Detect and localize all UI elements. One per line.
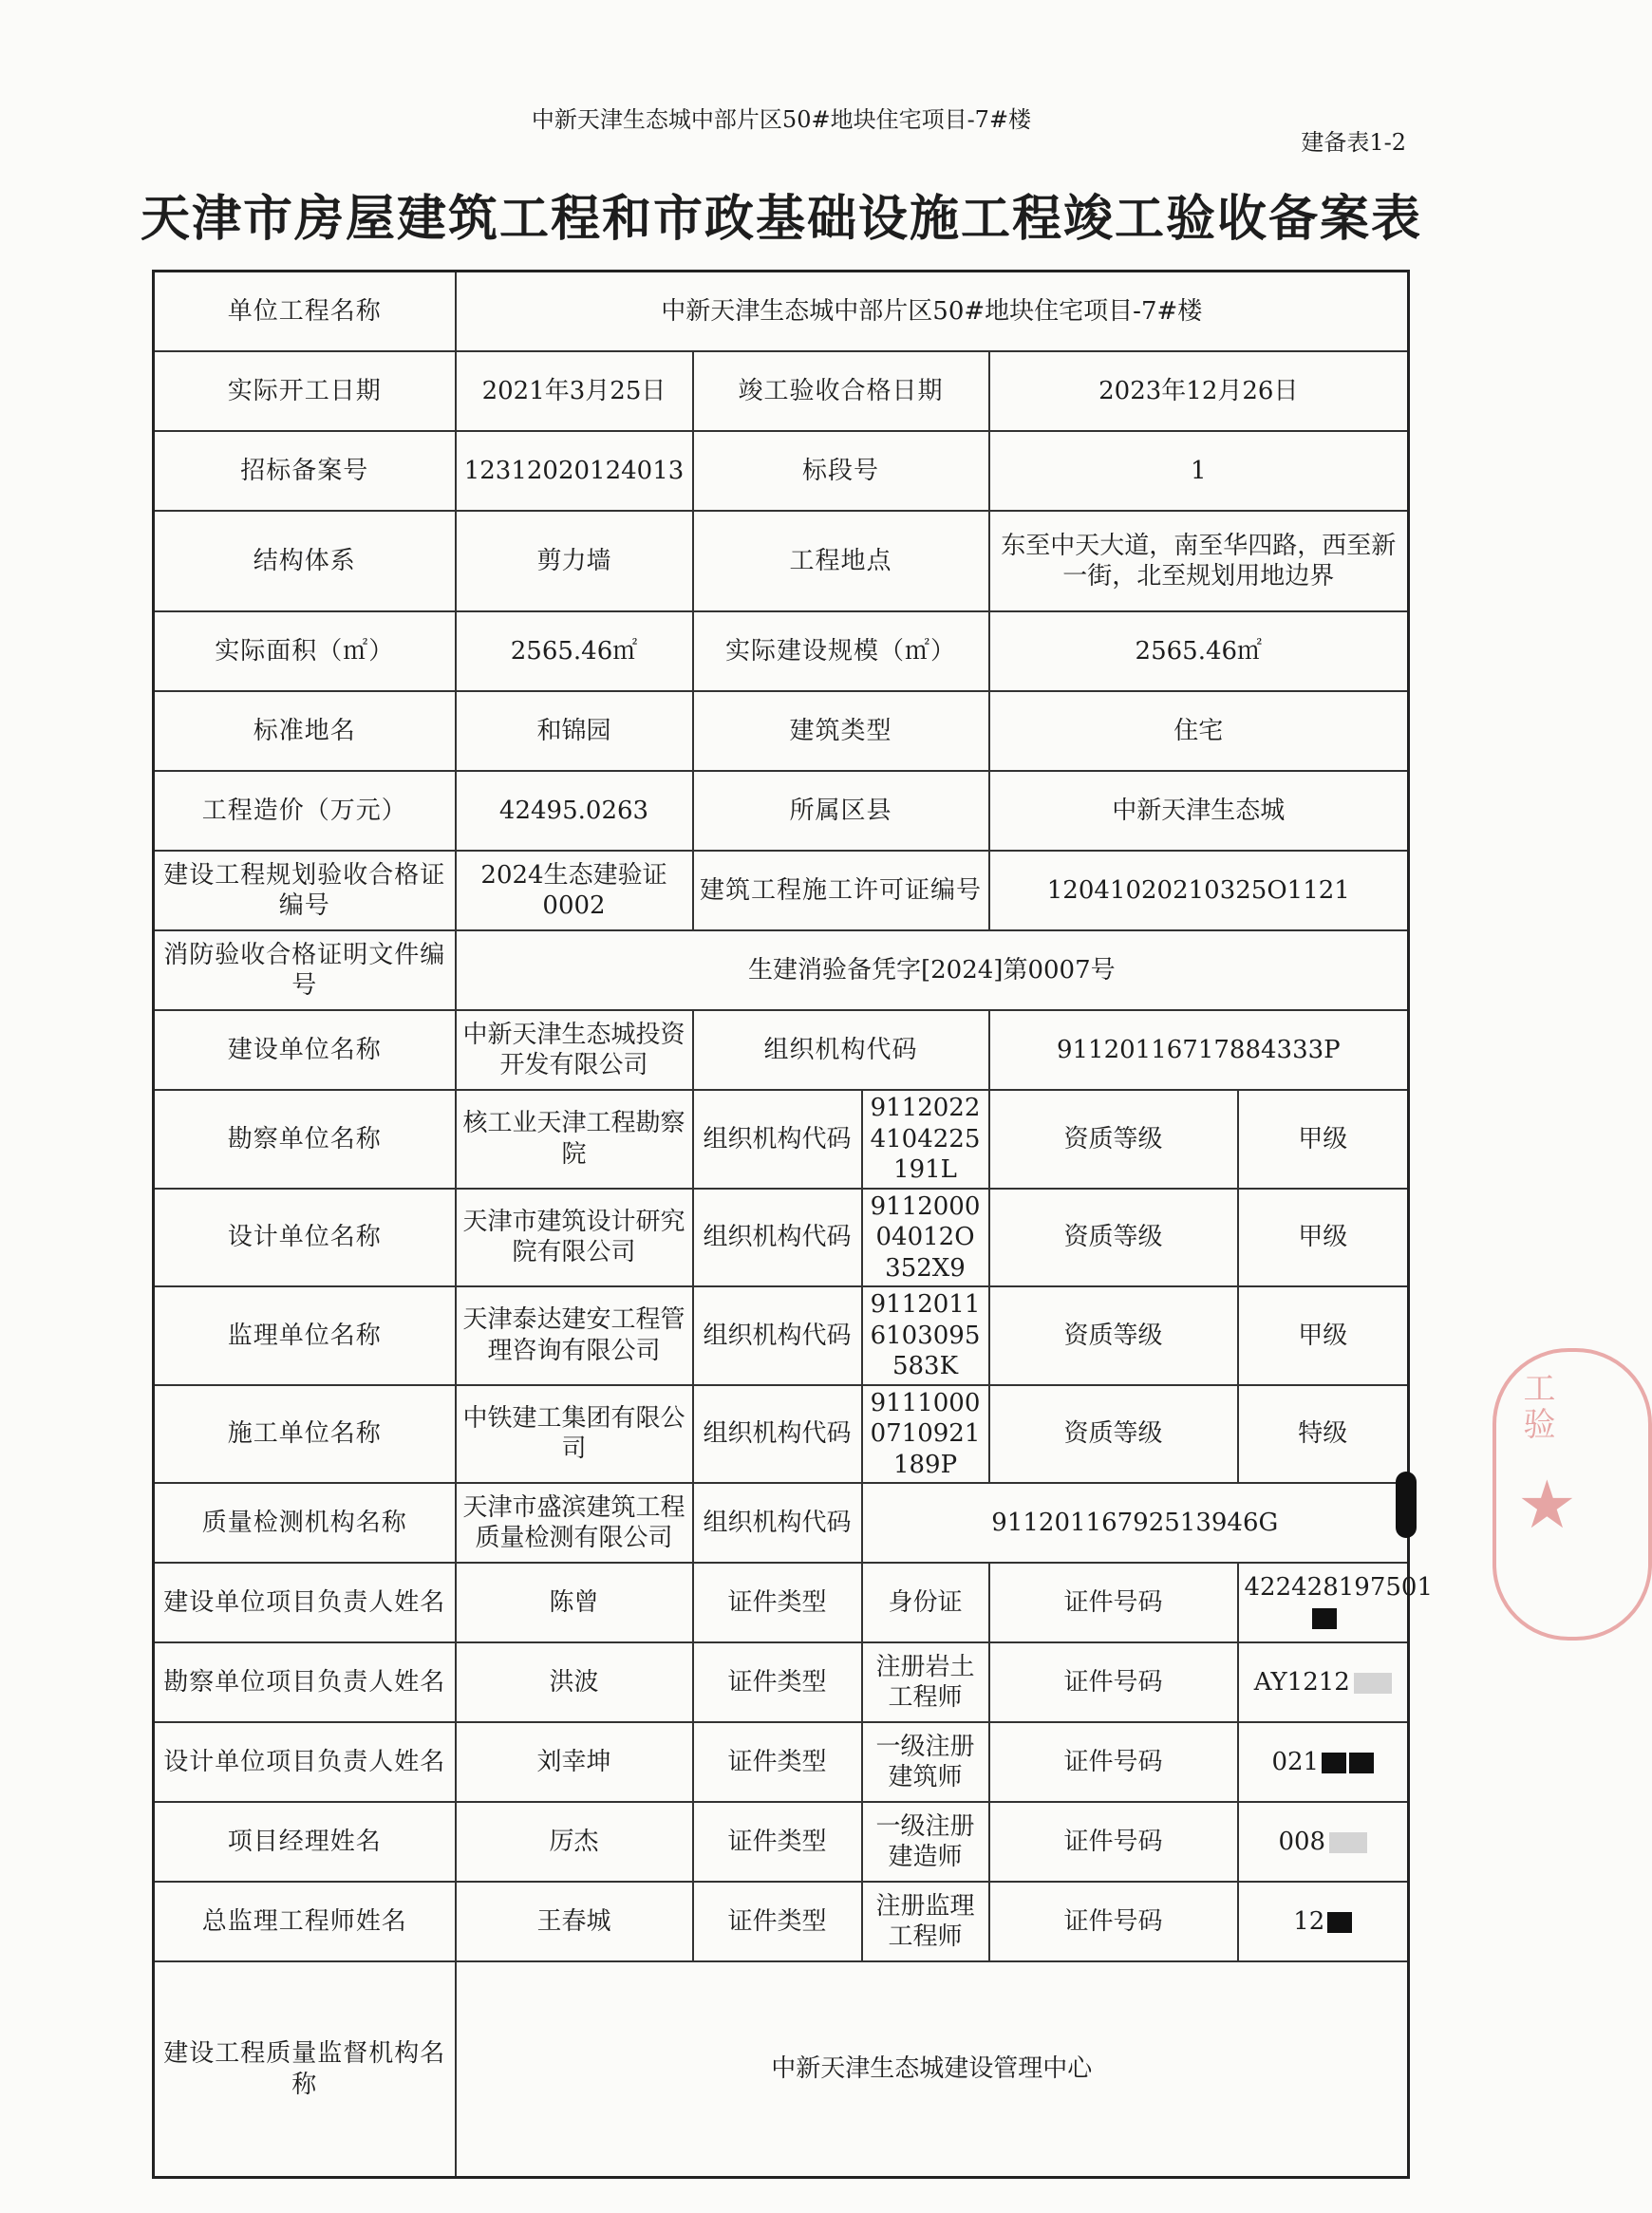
p4-type-label: 证件类型	[693, 1802, 862, 1882]
p2-no-cell	[1238, 1642, 1409, 1722]
cost: 42495.0263	[456, 771, 693, 851]
blur-mark	[1329, 1832, 1367, 1853]
builder-code: 91120116717884333P	[989, 1010, 1409, 1090]
p1-no-label: 证件号码	[989, 1563, 1238, 1642]
p3-type: 一级注册建筑师	[862, 1722, 989, 1802]
start-date: 2021年3月25日	[456, 351, 693, 431]
redaction-mark	[1327, 1912, 1352, 1933]
planning-cert: 2024生态建验证0002	[456, 851, 693, 930]
acceptance-date-label: 竣工验收合格日期	[693, 351, 989, 431]
p5-no: 12	[1293, 1906, 1325, 1936]
supervise-qual-label: 资质等级	[989, 1286, 1238, 1385]
construct-grade: 特级	[1238, 1385, 1409, 1484]
area: 2565.46㎡	[456, 611, 693, 691]
redaction-mark	[1322, 1753, 1346, 1773]
p3-name: 刘幸坤	[456, 1722, 693, 1802]
supervise: 天津泰达建安工程管理咨询有限公司	[456, 1286, 693, 1385]
fire-cert: 生建消验备凭字[2024]第0007号	[456, 930, 1409, 1010]
p2-no: AY1212	[1253, 1667, 1350, 1697]
form-title: 天津市房屋建筑工程和市政基础设施工程竣工验收备案表	[140, 191, 1422, 248]
survey-label: 勘察单位名称	[154, 1090, 456, 1189]
p3-no: 021	[1271, 1747, 1320, 1776]
builder-label: 建设单位名称	[154, 1010, 456, 1090]
p3-no-cell	[1238, 1722, 1409, 1802]
construct-code-label: 组织机构代码	[693, 1385, 862, 1484]
seal-star-icon: ★	[1517, 1466, 1577, 1544]
p2-name: 洪波	[456, 1642, 693, 1722]
supervise-code: 91120116103095583K	[862, 1286, 989, 1385]
supervise-code-label: 组织机构代码	[693, 1286, 862, 1385]
bid-record-label: 招标备案号	[154, 431, 456, 511]
construct-code: 91110000710921189P	[862, 1385, 989, 1484]
building-type-label: 建筑类型	[693, 691, 989, 771]
p5-type-label: 证件类型	[693, 1882, 862, 1961]
p4-type: 一级注册建造师	[862, 1802, 989, 1882]
p4-label: 项目经理姓名	[154, 1802, 456, 1882]
p5-label: 总监理工程师姓名	[154, 1882, 456, 1961]
design-label: 设计单位名称	[154, 1189, 456, 1287]
location: 东至中天大道，南至华四路，西至新一街，北至规划用地边界	[989, 511, 1409, 611]
section: 1	[989, 431, 1409, 511]
unit-project-name: 中新天津生态城中部片区50#地块住宅项目-7#楼	[456, 272, 1409, 352]
fire-cert-label: 消防验收合格证明文件编号	[154, 930, 456, 1010]
red-seal-stamp	[1492, 1348, 1652, 1641]
supervise-label: 监理单位名称	[154, 1286, 456, 1385]
qc-code-label: 组织机构代码	[693, 1483, 862, 1563]
area-label: 实际面积（㎡）	[154, 611, 456, 691]
p1-type: 身份证	[862, 1563, 989, 1642]
survey: 核工业天津工程勘察院	[456, 1090, 693, 1189]
district-label: 所属区县	[693, 771, 989, 851]
qc: 天津市盛滨建筑工程质量检测有限公司	[456, 1483, 693, 1563]
page-clip-mark	[1396, 1472, 1417, 1538]
p5-type: 注册监理工程师	[862, 1882, 989, 1961]
design-qual-label: 资质等级	[989, 1189, 1238, 1287]
builder: 中新天津生态城投资开发有限公司	[456, 1010, 693, 1090]
p1-no: 422428197501	[1244, 1572, 1434, 1602]
section-label: 标段号	[693, 431, 989, 511]
planning-cert-label: 建设工程规划验收合格证编号	[154, 851, 456, 930]
p4-no-label: 证件号码	[989, 1802, 1238, 1882]
p4-no: 008	[1278, 1827, 1326, 1856]
p1-name: 陈曾	[456, 1563, 693, 1642]
structure: 剪力墙	[456, 511, 693, 611]
p5-name: 王春城	[456, 1882, 693, 1961]
p2-type: 注册岩土工程师	[862, 1642, 989, 1722]
qc-label: 质量检测机构名称	[154, 1483, 456, 1563]
location-label: 工程地点	[693, 511, 989, 611]
form-number: 建备表1-2	[1301, 129, 1406, 156]
seal-text: 工验	[1517, 1371, 1555, 1443]
p4-no-cell	[1238, 1802, 1409, 1882]
record-form-table	[152, 270, 1434, 2179]
p1-label: 建设单位项目负责人姓名	[154, 1563, 456, 1642]
bid-record: 12312020124013	[456, 431, 693, 511]
structure-label: 结构体系	[154, 511, 456, 611]
p1-type-label: 证件类型	[693, 1563, 862, 1642]
redaction-mark	[1312, 1608, 1337, 1629]
permit: 12041020210325O1121	[989, 851, 1409, 930]
builder-code-label: 组织机构代码	[693, 1010, 989, 1090]
design-grade: 甲级	[1238, 1189, 1409, 1287]
p3-type-label: 证件类型	[693, 1722, 862, 1802]
p2-no-label: 证件号码	[989, 1642, 1238, 1722]
p2-type-label: 证件类型	[693, 1642, 862, 1722]
survey-grade: 甲级	[1238, 1090, 1409, 1189]
supervision: 中新天津生态城建设管理中心	[456, 1961, 1409, 2178]
cost-label: 工程造价（万元）	[154, 771, 456, 851]
scale-label: 实际建设规模（㎡）	[693, 611, 989, 691]
construct-label: 施工单位名称	[154, 1385, 456, 1484]
std-name: 和锦园	[456, 691, 693, 771]
construct: 中铁建工集团有限公司	[456, 1385, 693, 1484]
unit-project-name-label: 单位工程名称	[154, 272, 456, 352]
start-date-label: 实际开工日期	[154, 351, 456, 431]
permit-label: 建筑工程施工许可证编号	[693, 851, 989, 930]
p4-name: 厉杰	[456, 1802, 693, 1882]
scale: 2565.46㎡	[989, 611, 1409, 691]
design-code: 911200004012O352X9	[862, 1189, 989, 1287]
blur-mark	[1354, 1673, 1392, 1694]
project-header-line: 中新天津生态城中部片区50#地块住宅项目-7#楼	[531, 106, 1032, 133]
survey-code: 91120224104225191L	[862, 1090, 989, 1189]
design-code-label: 组织机构代码	[693, 1189, 862, 1287]
construct-qual-label: 资质等级	[989, 1385, 1238, 1484]
p3-label: 设计单位项目负责人姓名	[154, 1722, 456, 1802]
p5-no-cell	[1238, 1882, 1409, 1961]
survey-code-label: 组织机构代码	[693, 1090, 862, 1189]
p2-label: 勘察单位项目负责人姓名	[154, 1642, 456, 1722]
std-name-label: 标准地名	[154, 691, 456, 771]
supervise-grade: 甲级	[1238, 1286, 1409, 1385]
supervision-label: 建设工程质量监督机构名称	[154, 1961, 456, 2178]
p3-no-label: 证件号码	[989, 1722, 1238, 1802]
p1-no-cell	[1238, 1563, 1434, 1642]
building-type: 住宅	[989, 691, 1409, 771]
redaction-mark	[1349, 1753, 1374, 1773]
acceptance-date: 2023年12月26日	[989, 351, 1409, 431]
district: 中新天津生态城	[989, 771, 1409, 851]
qc-code: 91120116792513946G	[862, 1483, 1409, 1563]
survey-qual-label: 资质等级	[989, 1090, 1238, 1189]
design: 天津市建筑设计研究院有限公司	[456, 1189, 693, 1287]
p5-no-label: 证件号码	[989, 1882, 1238, 1961]
